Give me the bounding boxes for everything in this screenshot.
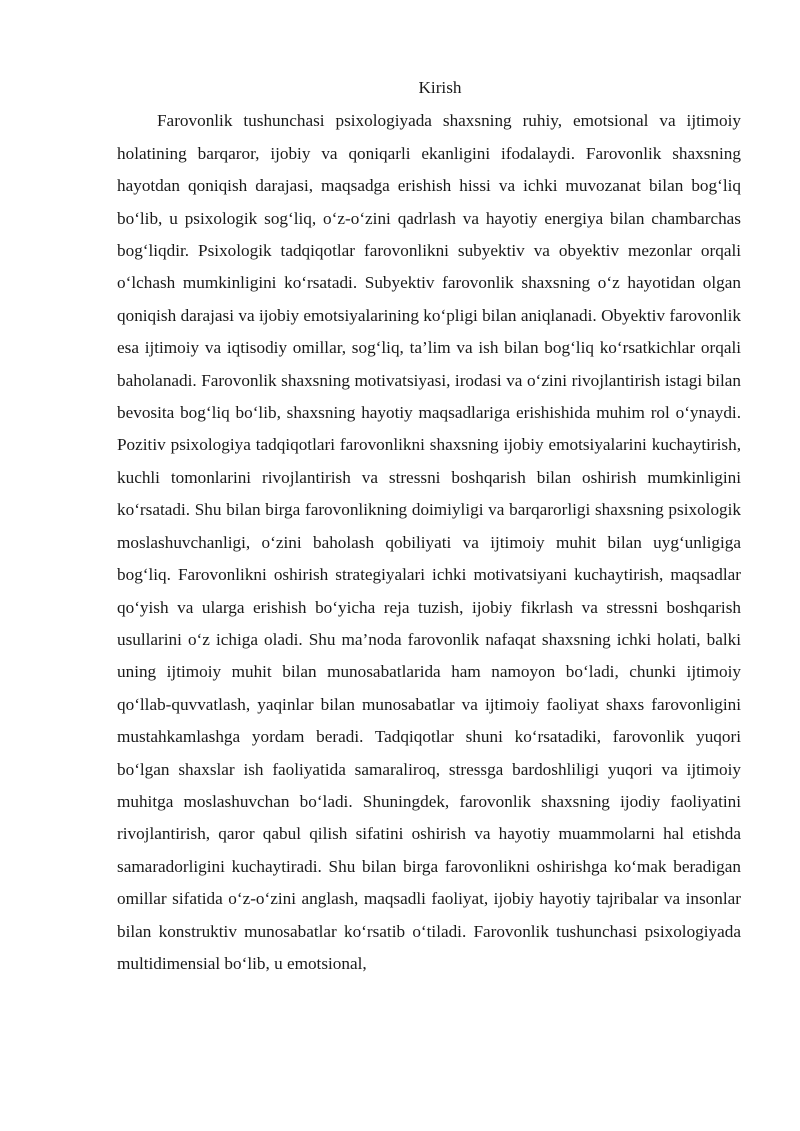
- body-paragraph: Farovonlik tushunchasi psixologiyada shaxsning ruhiy, emotsional va ijtimoiy holatining barqaror, ijobiy va qoniqarli ekanligini ifodalaydi. Farovonlik shaxsning hayotdan qoniqish darajasi, maqsadga erishish hissi va ichki muvozanat bilan bog‘liq bo‘lib, u psixologik sog‘liq, o‘z-o‘zini qadrlash va hayotiy energiya bilan chambarchas bog‘liqdir. Psixologik tadqiqotlar farovonlikni subyektiv va obyektiv mezonlar orqali o‘lchash mumkinligini ko‘rsatadi. Subyektiv farovonlik shaxsning o‘z hayotidan olgan qoniqish darajasi va ijobiy emotsiyalarining ko‘pligi bilan aniqlanadi. Obyektiv farovonlik esa ijtimoiy va iqtisodiy omillar, sog‘liq, ta’lim va ish bilan bog‘liq ko‘rsatkichlar orqali baholanadi. Farovonlik shaxsning motivatsiyasi, irodasi va o‘zini rivojlantirish istagi bilan bevosita bog‘liq bo‘lib, shaxsning hayotiy maqsadlariga erishishida muhim rol o‘ynaydi. Pozitiv psixologiya tadqiqotlari farovonlikni shaxsning ijobiy emotsiyalarini kuchaytirish, kuchli tomonlarini rivojlantirish va stressni boshqarish bilan oshirish mumkinligini ko‘rsatadi. Shu bilan birga farovonlikning doimiyligi va barqarorligi shaxsning psixologik moslashuvchanligi, o‘zini baholash qobiliyati va ijtimoiy muhit bilan uyg‘unligiga bog‘liq. Farovonlikni oshirish strategiyalari ichki motivatsiyani kuchaytirish, maqsadlar qo‘yish va ularga erishish bo‘yicha reja tuzish, ijobiy fikrlash va stressni boshqarish usullarini o‘z ichiga oladi. Shu ma’noda farovonlik nafaqat shaxsning ichki holati, balki uning ijtimoiy muhit bilan munosabatlarida ham namoyon bo‘ladi, chunki ijtimoiy qo‘llab-quvvatlash, yaqinlar bilan munosabatlar va ijtimoiy faoliyat shaxs farovonligini mustahkamlashga yordam beradi. Tadqiqotlar shuni ko‘rsatadiki, farovonlik yuqori bo‘lgan shaxslar ish faoliyatida samaraliroq, stressga bardoshliligi yuqori va ijtimoiy muhitga moslashuvchan bo‘ladi. Shuningdek, farovonlik shaxsning ijodiy faoliyatini rivojlantirish, qaror qabul qilish sifatini oshirish va hayotiy muammolarni hal etishda samaradorligini kuchaytiradi. Shu bilan birga farovonlikni oshirishga ko‘mak beradigan omillar sifatida o‘z-o‘zini anglash, maqsadli faoliyat, ijobiy hayotiy tajribalar va insonlar bilan konstruktiv munosabatlar ko‘rsatib o‘tiladi. Farovonlik tushunchasi psixologiyada multidimensial bo‘lib, u emotsional,: [117, 111, 741, 973]
- section-title: Kirish: [418, 78, 462, 97]
- document-page: [117, 72, 741, 980]
